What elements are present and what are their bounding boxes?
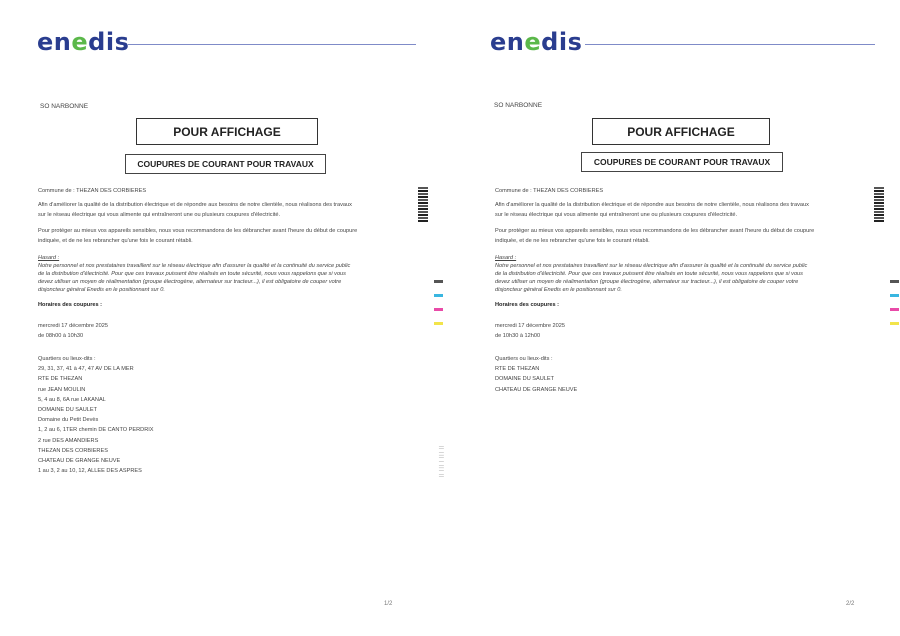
site-name: SO NARBONNE bbox=[494, 102, 543, 109]
list-item: CHATEAU DE GRANGE NEUVE bbox=[495, 386, 578, 393]
hazard-label: Hasard : bbox=[495, 255, 517, 261]
list-item: 5, 4 au 8, 6A rue LAKANAL bbox=[38, 396, 106, 403]
list-item: RTE DE THEZAN bbox=[38, 376, 83, 383]
notice-subtitle: COUPURES DE COURANT POUR TRAVAUX bbox=[581, 152, 783, 172]
list-item: rue JEAN MOULIN bbox=[38, 386, 86, 393]
advice-paragraph bbox=[495, 226, 871, 246]
notice-title: POUR AFFICHAGE bbox=[136, 118, 318, 145]
hazard-line: disjoncteur général Enedis en le positionnant sur 0. bbox=[38, 287, 165, 293]
list-item: 1 au 3, 2 au 10, 12, ALLEE DES ASPRES bbox=[38, 468, 142, 475]
registration-mark-yellow bbox=[434, 322, 443, 325]
advice-line: indiquée, et de ne les rebrancher qu'une fois le courant rétabli. bbox=[38, 238, 193, 244]
hazard-note bbox=[495, 254, 871, 294]
intro-line: Afin d'améliorer la qualité de la distribution électrique et de répondre aux besoins de notre clientèle, nous réalisons des travaux bbox=[38, 202, 352, 208]
list-item: 29, 31, 37, 41 à 47, 47 AV DE LA MER bbox=[38, 366, 134, 373]
list-item: 2 rue DES AMANDIERS bbox=[38, 437, 99, 444]
enedis-logo: enedis bbox=[37, 28, 130, 56]
districts-label: Quartiers ou lieux-dits : bbox=[38, 356, 96, 362]
qr-code-icon bbox=[418, 186, 428, 222]
registration-mark-cyan bbox=[890, 294, 899, 297]
schedule-time: de 10h30 à 12h00 bbox=[495, 333, 541, 339]
registration-mark-magenta bbox=[434, 308, 443, 311]
list-item: RTE DE THEZAN bbox=[495, 366, 540, 373]
enedis-logo: enedis bbox=[490, 28, 583, 56]
site-name: SO NARBONNE bbox=[40, 103, 89, 110]
hazard-line: Notre personnel et nos prestataires travaillent sur le réseau électrique afin d'assurer la qualité et la continuité du service public bbox=[495, 263, 808, 269]
list-item: DOMAINE DU SAULET bbox=[38, 407, 98, 414]
list-item: DOMAINE DU SAULET bbox=[495, 376, 555, 383]
notice-subtitle: COUPURES DE COURANT POUR TRAVAUX bbox=[125, 154, 326, 174]
hazard-line: devez utiliser un moyen de réalimentation (groupe électrogène, alternateur sur tracteur...), il est obligatoire de couper votre bbox=[495, 279, 799, 285]
schedule-label: Horaires des coupures : bbox=[495, 302, 560, 308]
intro-paragraph bbox=[495, 200, 871, 220]
list-item: CHATEAU DE GRANGE NEUVE bbox=[38, 458, 121, 465]
hazard-note bbox=[38, 254, 416, 294]
list-item: THEZAN DES CORBIERES bbox=[38, 447, 108, 454]
registration-mark-cyan bbox=[434, 294, 443, 297]
schedule bbox=[495, 321, 565, 341]
advice-line: indiquée, et de ne les rebrancher qu'une fois le courant rétabli. bbox=[495, 238, 650, 244]
districts-list bbox=[38, 354, 154, 476]
right-page bbox=[450, 0, 900, 636]
intro-line: Afin d'améliorer la qualité de la distribution électrique et de répondre aux besoins de notre clientèle, nous réalisons des travaux bbox=[495, 202, 809, 208]
hazard-line: devez utiliser un moyen de réalimentation (groupe électrogène, alternateur sur tracteur...), il est obligatoire de couper votre bbox=[38, 279, 342, 285]
notice-title: POUR AFFICHAGE bbox=[592, 118, 770, 145]
list-item: 1, 2 au 6, 1TER chemin DE CANTO PERDRIX bbox=[38, 427, 154, 434]
hazard-label: Hasard : bbox=[38, 255, 60, 261]
intro-line: sur le réseau électrique qui vous alimente qui entraîneront une ou plusieurs coupures d'électricité. bbox=[38, 212, 281, 218]
margin-print-code: ∣∣ ∣∣∣ ∣ ∣∣∣ ∣∣ bbox=[438, 445, 444, 479]
registration-mark-yellow bbox=[890, 322, 899, 325]
hazard-line: de la distribution d'électricité. Pour que ces travaux puissent être réalisés en toute sécurité, nous vous rappelons que si vous bbox=[38, 271, 346, 277]
hazard-line: disjoncteur général Enedis en le positionnant sur 0. bbox=[495, 287, 622, 293]
schedule bbox=[38, 321, 108, 341]
schedule-time: de 08h00 à 10h30 bbox=[38, 333, 84, 339]
districts-list bbox=[495, 354, 577, 395]
advice-paragraph bbox=[38, 226, 416, 246]
advice-line: Pour protéger au mieux vos appareils sensibles, nous vous recommandons de les débrancher avant l'heure du début de coupure bbox=[495, 228, 815, 234]
districts-label: Quartiers ou lieux-dits : bbox=[495, 356, 553, 362]
registration-mark-magenta bbox=[890, 308, 899, 311]
page-number: 2/2 bbox=[846, 601, 855, 607]
commune: Commune de : THEZAN DES CORBIERES bbox=[495, 188, 604, 194]
schedule-date: mercredi 17 décembre 2025 bbox=[38, 323, 108, 329]
schedule-date: mercredi 17 décembre 2025 bbox=[495, 323, 565, 329]
registration-mark-black bbox=[434, 280, 443, 283]
advice-line: Pour protéger au mieux vos appareils sensibles, nous vous recommandons de les débrancher avant l'heure du début de coupure bbox=[38, 228, 358, 234]
intro-paragraph bbox=[38, 200, 416, 220]
commune: Commune de : THEZAN DES CORBIERES bbox=[38, 188, 147, 194]
schedule-label: Horaires des coupures : bbox=[38, 302, 103, 308]
qr-code-icon bbox=[874, 186, 884, 222]
header-rule bbox=[585, 44, 875, 45]
intro-line: sur le réseau électrique qui vous alimente qui entraîneront une ou plusieurs coupures d'électricité. bbox=[495, 212, 738, 218]
page-number: 1/2 bbox=[384, 601, 393, 607]
hazard-line: de la distribution d'électricité. Pour que ces travaux puissent être réalisés en toute sécurité, nous vous rappelons que si vous bbox=[495, 271, 803, 277]
header-rule bbox=[128, 44, 416, 45]
registration-mark-black bbox=[890, 280, 899, 283]
hazard-line: Notre personnel et nos prestataires travaillent sur le réseau électrique afin d'assurer la qualité et la continuité du service public bbox=[38, 263, 351, 269]
list-item: Domaine du Petit Devès bbox=[38, 417, 99, 424]
